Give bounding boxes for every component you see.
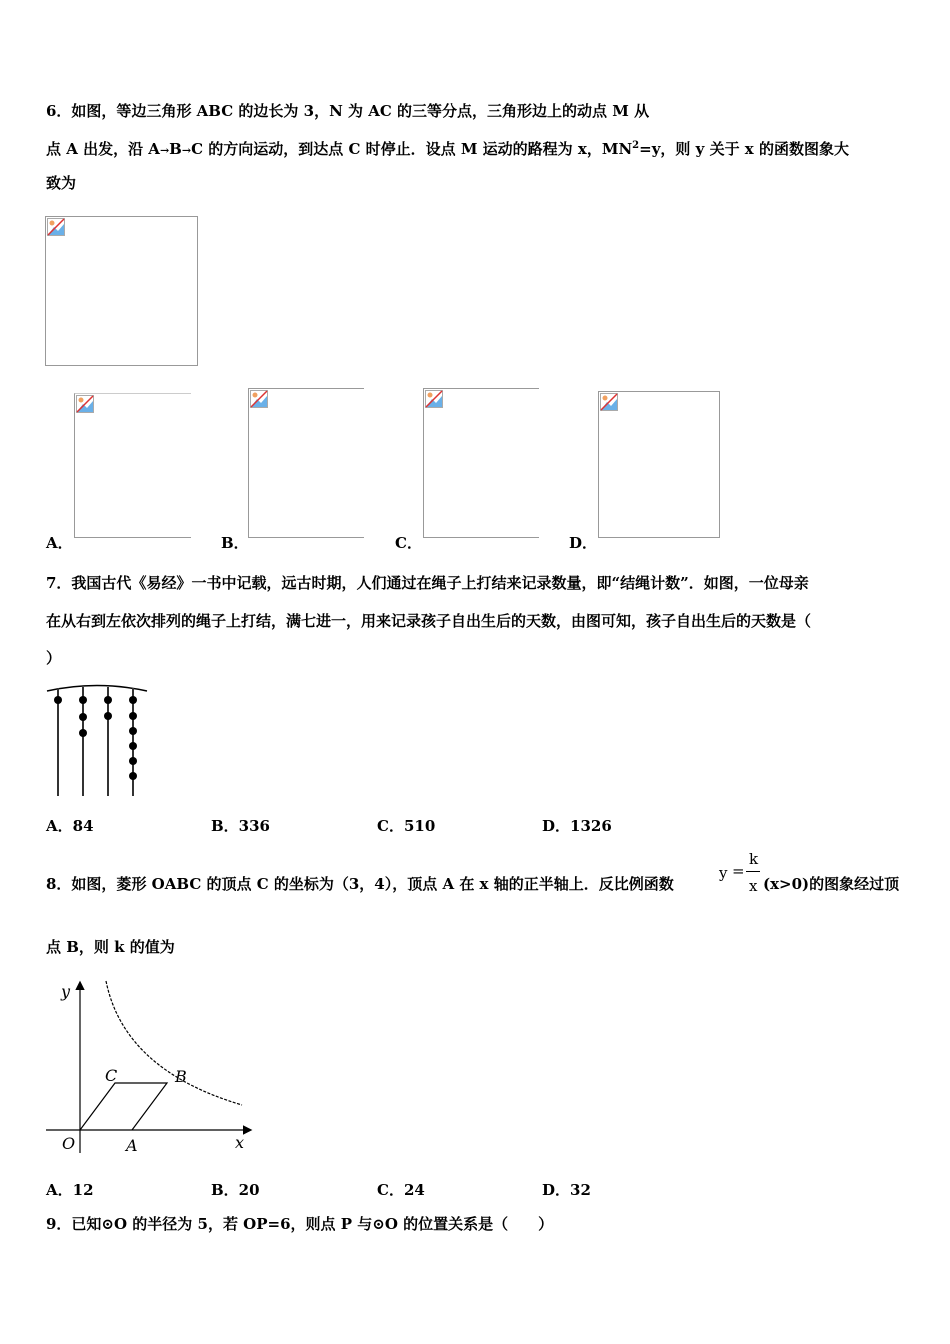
- q7-option-c[interactable]: C．510: [377, 817, 436, 835]
- q7-line2: 在从右到左依次排列的绳子上打结，满七进一，用来记录孩子自出生后的天数，由图可知，孩子自出生后的天数是（: [46, 612, 812, 630]
- q6-option-d-figure: [598, 391, 720, 538]
- q7-option-b[interactable]: B．336: [211, 817, 270, 835]
- broken-image-icon: [600, 393, 618, 411]
- q6-line1: 6．如图，等边三角形 ABC 的边长为 3，N 为 AC 的三等分点，三角形边上的动点 M 从: [46, 102, 650, 120]
- q6-line2: [46, 136, 849, 161]
- q8-frac-bar: [746, 871, 760, 872]
- q6-option-d[interactable]: D．: [569, 534, 598, 552]
- q6-option-b-figure: [248, 388, 364, 538]
- q8-frac-num: k: [749, 850, 759, 868]
- q7-option-a[interactable]: A．84: [46, 817, 94, 835]
- q8-frac-y: y: [719, 864, 728, 882]
- broken-image-icon: [250, 390, 268, 408]
- q7-line1: 7．我国古代《易经》一书中记载，远古时期，人们通过在绳子上打结来记录数量，即“结绳计数”．如图，一位母亲: [46, 574, 809, 592]
- q8-fig-c-label: C: [105, 1066, 118, 1085]
- q8-fig-b-label: B: [175, 1067, 187, 1086]
- q7-option-d[interactable]: D．1326: [542, 817, 612, 835]
- q8-fig-o-label: O: [62, 1134, 76, 1153]
- q6-option-c-figure: [423, 388, 539, 538]
- broken-image-icon: [47, 218, 65, 236]
- q8-option-a[interactable]: A．12: [46, 1181, 94, 1199]
- q7-line3: ）: [46, 649, 62, 667]
- q6-arrow1: →: [159, 144, 170, 157]
- q6-main-figure: [45, 216, 198, 366]
- q8-line1a: 8．如图，菱形 OABC 的顶点 C 的坐标为（3，4），顶点 A 在 x 轴的正半轴上．反比例函数: [46, 875, 674, 893]
- q6-line2c: C 的方向运动，到达点 C 时停止．设点 M 运动的路程为 x，MN: [191, 140, 633, 158]
- q8-line2: 点 B，则 k 的值为: [46, 938, 175, 956]
- q8-fig-x-label: x: [235, 1133, 245, 1152]
- knot-rope-figure: [45, 684, 149, 798]
- q8-line1b: (x>0)的图象经过顶: [763, 875, 900, 893]
- q6-option-a-figure: [74, 393, 191, 538]
- q8-fig-a-label: A: [126, 1136, 138, 1155]
- q6-line2d: =y，则 y 关于 x 的函数图象大: [639, 140, 849, 158]
- q8-frac-den: x: [749, 877, 758, 895]
- q6-line2b: B: [169, 140, 182, 158]
- q6-option-c[interactable]: C．: [395, 534, 422, 552]
- q8-frac-eq: =: [732, 862, 745, 880]
- q6-arrow2: →: [181, 144, 192, 157]
- q6-line3: 致为: [46, 174, 77, 192]
- q8-rhombus-figure: [44, 975, 256, 1160]
- broken-image-icon: [76, 395, 94, 413]
- q6-line2a: 点 A 出发，沿 A: [46, 140, 160, 158]
- broken-image-icon: [425, 390, 443, 408]
- q8-option-b[interactable]: B．20: [211, 1181, 260, 1199]
- q9-line1: 9．已知⊙O 的半径为 5，若 OP=6，则点 P 与⊙O 的位置关系是（ ）: [46, 1215, 554, 1233]
- q8-fig-y-label: y: [61, 982, 71, 1001]
- q8-option-c[interactable]: C．24: [377, 1181, 425, 1199]
- q6-sup: 2: [632, 140, 640, 151]
- q8-option-d[interactable]: D．32: [542, 1181, 591, 1199]
- q6-option-a[interactable]: A．: [46, 534, 73, 552]
- q6-option-b[interactable]: B．: [221, 534, 249, 552]
